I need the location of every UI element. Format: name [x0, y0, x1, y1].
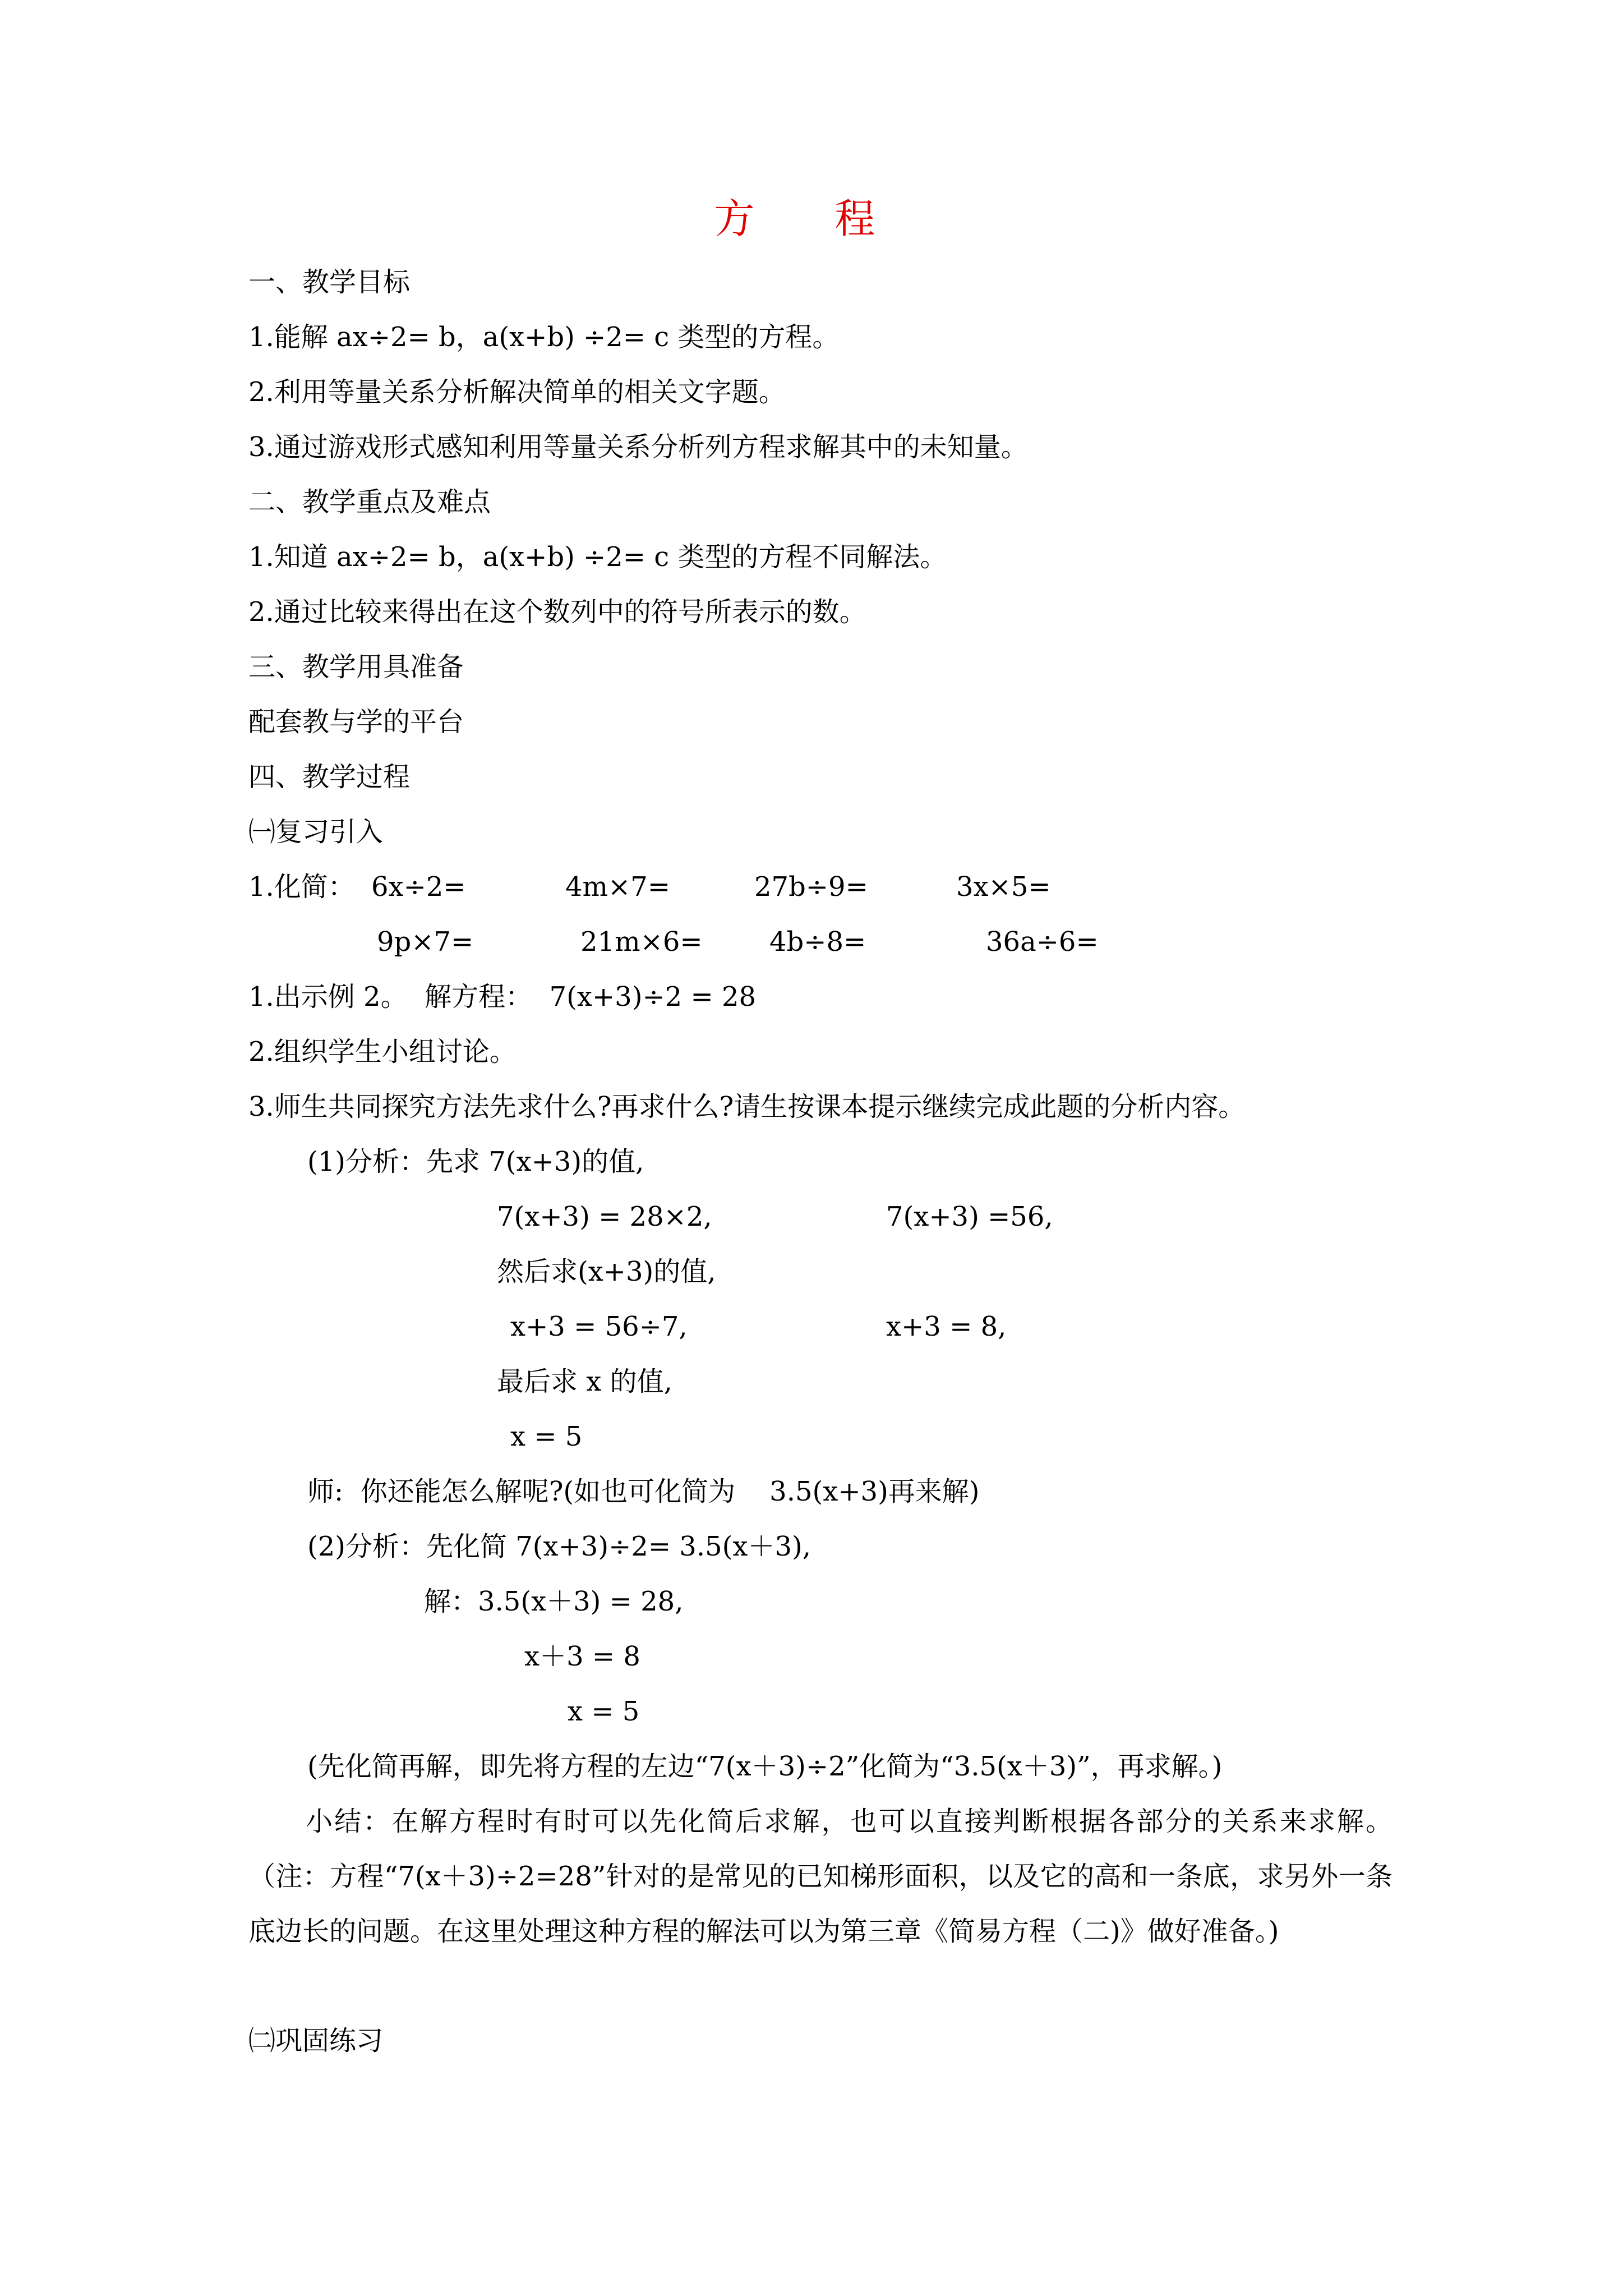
analysis-1-intro: (1)分析：先求 7(x+3)的值,	[307, 1146, 644, 1177]
analysis-2-intro: (2)分析：先化简 7(x+3)÷2= 3.5(x＋3),	[307, 1531, 811, 1562]
simplify-label: 1.化简：	[248, 871, 355, 903]
key-point-item-1: 1.知道 ax÷2= b，a(x+b) ÷2= c 类型的方程不同解法。	[248, 541, 947, 573]
analysis-1-last: 最后求 x 的值,	[497, 1366, 672, 1397]
simplify-expr: 6x÷2=	[371, 871, 466, 903]
simplify-expr: 3x×5=	[956, 871, 1051, 903]
equation: x = 5	[510, 1421, 583, 1452]
subsection-practice: ㈡巩固练习	[248, 2025, 384, 2056]
section-heading-key-points: 二、教学重点及难点	[248, 486, 491, 518]
simplify-note: (先化简再解，即先将方程的左边“7(x＋3)÷2”化简为“3.5(x＋3)”，再求解。)	[307, 1751, 1223, 1782]
analysis-2-solve: 解：3.5(x＋3) = 28,	[424, 1586, 684, 1617]
section-heading-process: 四、教学过程	[248, 761, 411, 793]
simplify-expr: 4m×7=	[565, 871, 671, 903]
equation: x+3 = 56÷7,	[510, 1311, 688, 1342]
section-heading-tools: 三、教学用具准备	[248, 651, 464, 683]
simplify-expr: 4b÷8=	[769, 926, 866, 958]
subsection-review: ㈠复习引入	[248, 816, 384, 848]
equation: 7(x+3) =56,	[886, 1201, 1053, 1232]
section-heading-objectives: 一、教学目标	[248, 266, 411, 298]
objective-item-1: 1.能解 ax÷2= b，a(x+b) ÷2= c 类型的方程。	[248, 321, 840, 353]
simplify-expr: 21m×6=	[580, 926, 703, 958]
document-title: 方 程	[714, 195, 909, 242]
key-point-item-2: 2.通过比较来得出在这个数列中的符号所表示的数。	[248, 596, 866, 628]
summary-paragraph: 小结：在解方程时有时可以先化简后求解，也可以直接判断根据各部分的关系来求解。（注：方程“7(x＋3)÷2=28”针对的是常见的已知梯形面积，以及它的高和一条底，求另外一条底边长的问题。在这里处理这种方程的解法可以为第三章《简易方程（二)》做好准备。)	[248, 1806, 1393, 1947]
simplify-expr: 9p×7=	[377, 926, 474, 958]
tools-text: 配套教与学的平台	[248, 706, 464, 738]
step-2: 2.组织学生小组讨论。	[248, 1036, 517, 1068]
analysis-1-then: 然后求(x+3)的值,	[497, 1256, 716, 1287]
simplify-expr: 36a÷6=	[986, 926, 1099, 958]
teacher-question: 师: 你还能怎么解呢?(如也可化简为 3.5(x+3)再来解)	[307, 1476, 980, 1507]
step-3: 3.师生共同探究方法先求什么?再求什么?请生按课本提示继续完成此题的分析内容。	[248, 1091, 1246, 1122]
step-1: 1.出示例 2。 解方程： 7(x+3)÷2 = 28	[248, 981, 757, 1013]
objective-item-2: 2.利用等量关系分析解决简单的相关文字题。	[248, 376, 786, 408]
equation: x＋3 = 8	[524, 1641, 640, 1672]
equation: 7(x+3) = 28×2,	[497, 1201, 712, 1232]
equation: x = 5	[568, 1696, 640, 1727]
objective-item-3: 3.通过游戏形式感知利用等量关系分析列方程求解其中的未知量。	[248, 431, 1028, 463]
equation: x+3 = 8,	[886, 1311, 1007, 1342]
simplify-expr: 27b÷9=	[754, 871, 868, 903]
